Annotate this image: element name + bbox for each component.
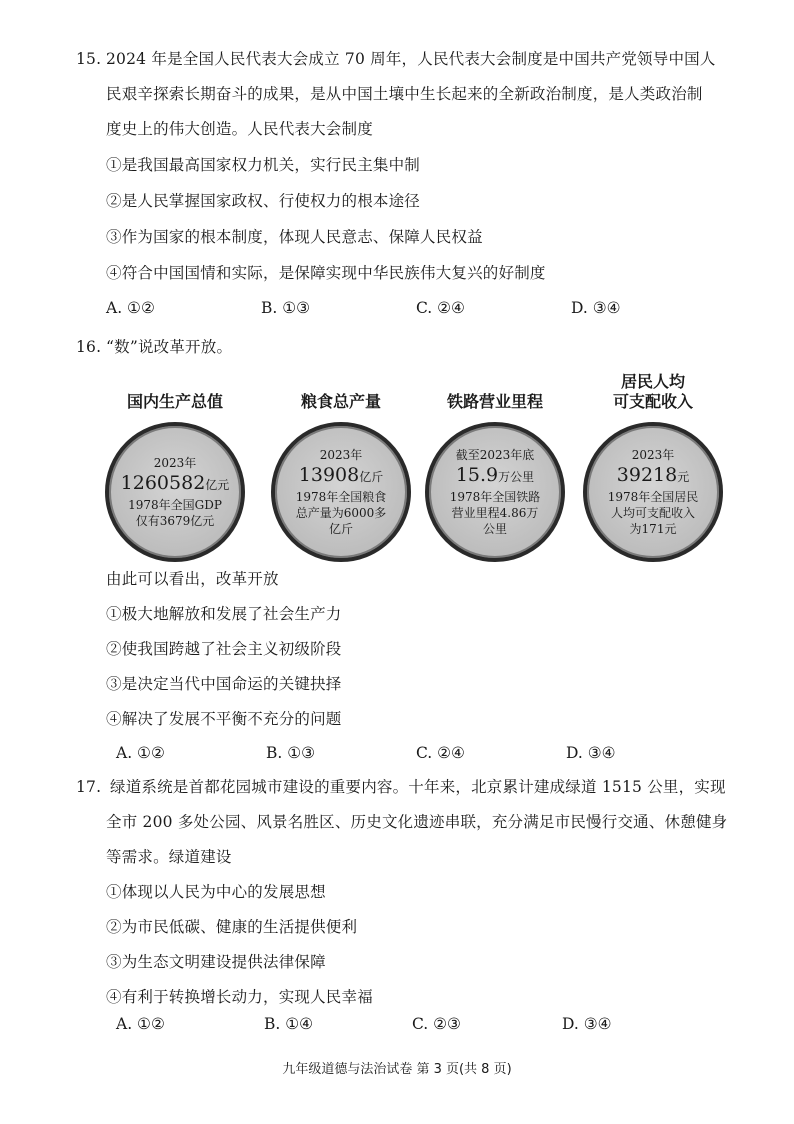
statement: ③是决定当代中国命运的关键抉择 (106, 675, 342, 693)
coin-circle (425, 422, 565, 562)
card-note: 为171元 (629, 522, 677, 536)
card-year: 2023年 (319, 448, 363, 462)
statement: ②为市民低碳、健康的生活提供便利 (106, 918, 358, 936)
statement: ①体现以人民为中心的发展思想 (106, 883, 326, 901)
option-a: A. ①② (116, 744, 165, 762)
option-a: A. ①② (116, 1015, 165, 1033)
card-note: 1978年全国铁路 (449, 490, 541, 504)
card-value: 1260582 (120, 472, 206, 494)
question-stem-line: 等需求。绿道建设 (106, 848, 232, 866)
card-note: 人均可支配收入 (610, 506, 695, 520)
card-unit: 亿斤 (359, 470, 384, 484)
stat-card-income (578, 372, 728, 562)
option-d: D. ③④ (566, 744, 616, 762)
question-stem-line: 民艰辛探索长期奋斗的成果，是从中国土壤中生长起来的全新政治制度，是人类政治制 (106, 85, 703, 103)
option-a: A. ①② (106, 299, 155, 317)
question-stem-line: 全市 200 多处公园、风景名胜区、历史文化遗迹串联，充分满足市民慢行交通、休憩健身 (106, 813, 728, 831)
card-note: 1978年全国GDP (128, 498, 222, 512)
card-value: 39218 (616, 464, 678, 486)
option-b: B. ①③ (266, 744, 316, 762)
card-note: 仅有3679亿元 (135, 514, 215, 528)
option-c: C. ②④ (416, 299, 465, 317)
option-c: C. ②④ (416, 744, 465, 762)
card-value: 13908 (298, 464, 360, 486)
card-title: 铁路营业里程 (446, 392, 543, 411)
card-unit: 万公里 (498, 470, 535, 484)
question-15 (76, 50, 776, 283)
statement: ④符合中国国情和实际，是保障实现中华民族伟大复兴的好制度 (106, 264, 546, 282)
statement: ④解决了发展不平衡不充分的问题 (106, 710, 342, 728)
statement: ③为生态文明建设提供法律保障 (106, 953, 326, 971)
stat-card-grain (266, 372, 416, 562)
question-number: 17. (76, 778, 102, 796)
card-note: 亿斤 (328, 522, 353, 536)
card-unit: 亿元 (205, 478, 230, 492)
card-note: 总产量为6000多 (295, 506, 387, 520)
option-b: B. ①④ (264, 1015, 314, 1033)
lead-text: 由此可以看出，改革开放 (106, 570, 279, 588)
question-number: 15. (76, 50, 102, 68)
option-c: C. ②③ (412, 1015, 461, 1033)
stat-card-gdp (100, 372, 250, 562)
coin-circle (105, 422, 245, 562)
coin-circle (271, 422, 411, 562)
statement: ②使我国跨越了社会主义初级阶段 (106, 640, 342, 658)
card-unit: 元 (677, 470, 690, 484)
question-stem-line: 2024 年是全国人民代表大会成立 70 周年，人民代表大会制度是中国共产党领导中国人 (106, 50, 716, 68)
question-16 (76, 338, 776, 357)
question-stem: “数”说改革开放。 (106, 338, 233, 356)
card-note: 1978年全国粮食 (295, 490, 387, 504)
option-d: D. ③④ (571, 299, 621, 317)
stat-card-railway (420, 372, 570, 562)
card-title: 居民人均 可支配收入 (612, 372, 693, 411)
question-number: 16. (76, 338, 102, 356)
card-title: 粮食总产量 (300, 392, 381, 411)
statement: ③作为国家的根本制度，体现人民意志、保障人民权益 (106, 228, 483, 246)
statistics-figure (0, 372, 794, 572)
statement: ②是人民掌握国家政权、行使权力的根本途径 (106, 192, 421, 210)
card-year: 截至2023年底 (455, 448, 535, 462)
question-17 (76, 778, 776, 1007)
card-note: 1978年全国居民 (607, 490, 699, 504)
card-note: 营业里程4.86万 (451, 506, 539, 520)
question-stem-line: 绿道系统是首都花园城市建设的重要内容。十年来，北京累计建成绿道 1515 公里，实现 (110, 778, 726, 796)
statement: ①是我国最高国家权力机关，实行民主集中制 (106, 156, 421, 174)
page-footer: 九年级道德与法治试卷 第 3 页(共 8 页) (282, 1062, 512, 1077)
question-stem-line: 度史上的伟大创造。人民代表大会制度 (106, 120, 373, 138)
coin-circle (583, 422, 723, 562)
option-d: D. ③④ (562, 1015, 612, 1033)
option-b: B. ①③ (261, 299, 311, 317)
question-16-body (76, 570, 776, 729)
card-value: 15.9 (455, 464, 499, 486)
card-year: 2023年 (153, 456, 197, 470)
statement: ①极大地解放和发展了社会生产力 (106, 605, 342, 623)
card-year: 2023年 (631, 448, 675, 462)
card-title: 国内生产总值 (126, 392, 223, 411)
statement: ④有利于转换增长动力，实现人民幸福 (106, 988, 373, 1006)
card-note: 公里 (482, 522, 507, 536)
